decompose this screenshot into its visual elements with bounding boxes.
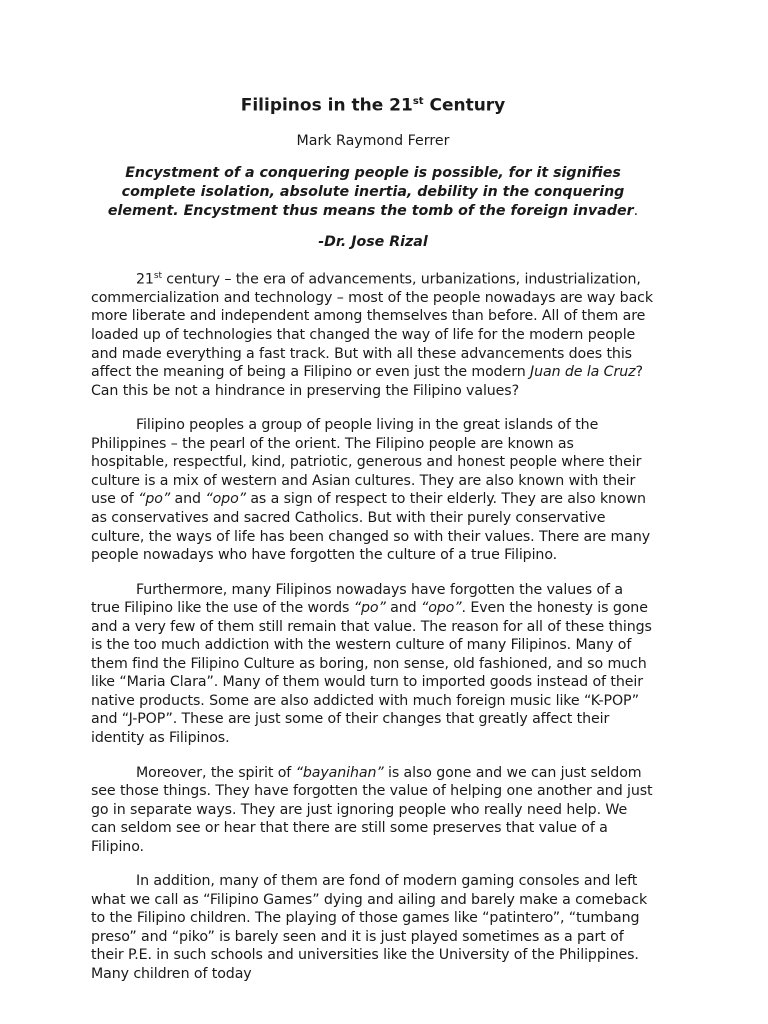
paragraph-3: [91, 581, 655, 748]
p4-a: Moreover, the spirit of: [136, 764, 296, 781]
p2-italic-1: “po”: [138, 491, 171, 508]
p2-italic-2: “opo”: [205, 491, 246, 508]
p2-a: Filipino peoples a group of people living in the great islands of the Philippines – the pearl of the orient. The Filipino people are known as hospitable, respectful, kind, patriotic, generous and honest people where their culture is a mix of western and Asian cultures. They are also known with their use of: [91, 417, 642, 508]
title-suffix: Century: [423, 95, 506, 116]
p1-b: century – the era of advancements, urbanizations, industrialization, commercialization and technology – most of the people nowadays are way back more liberate and independent among themselves than before. All of them are loaded up of technologies that changed the way of life for the modern people and made everything a fast track. But with all these advancements does this affect the meaning of being a Filipino or even just the modern: [91, 271, 653, 381]
p1-c: ? Can this be not a hindrance in preserving the Filipino values?: [91, 364, 643, 399]
paragraph-5: In addition, many of them are fond of modern gaming consoles and left what we call as “Filipino Games” dying and ailing and barely make a comeback to the Filipino children. The playing of those games like “patintero”, “tumbang preso” and “piko” is barely seen and it is just played sometimes as a part of their P.E. in such schools and universities like the University of the Philippines. Many children of today: [91, 873, 648, 982]
paragraph-2: [91, 416, 655, 564]
author-name: Mark Raymond Ferrer: [296, 132, 450, 149]
p1-italic: Juan de la Cruz: [530, 364, 636, 381]
p4-italic: “bayanihan”: [295, 764, 384, 781]
paragraph-4: [91, 764, 655, 857]
p3-italic-1: “po”: [353, 600, 386, 617]
title-prefix: Filipinos in the 21: [240, 95, 413, 116]
p3-c: . Even the honesty is gone and a very few of them still remain that value. The reason for all of these things is the too much addiction with the western culture of many Filipinos. Many of them find the Filipino Culture as boring, non sense, old fashioned, and so much like “Maria Clara”. Many of them would turn to imported goods instead of their native products. Some are also addicted with much foreign music like “K-POP” and “J-POP”. These are just some of their changes that greatly affect their identity as Filipinos.: [91, 600, 652, 746]
page-title: [91, 90, 655, 118]
quote-attribution: -Dr. Jose Rizal: [318, 233, 428, 250]
epigraph-quote: [91, 164, 655, 221]
quote-end: .: [633, 202, 639, 219]
paragraph-1: [91, 267, 655, 401]
quote-text: Encystment of a conquering people is possible, for it signifies complete isolation, absolute inertia, debility in the conquering element. Encystment thus means the tomb of the foreign invader: [107, 164, 634, 219]
title-superscript: st: [412, 96, 424, 107]
p4-b: is also gone and we can just seldom see those things. They have forgotten the value of helping one another and just go in separate ways. They are just ignoring people who really need help. We can seldom see or hear that there are still some preserves that value of a Filipino.: [91, 764, 653, 855]
p2-b: and: [170, 491, 206, 508]
p3-italic-2: “opo”: [420, 600, 462, 617]
p1-sup: st: [153, 270, 162, 281]
p1-a: 21: [136, 271, 154, 288]
p3-b: and: [385, 600, 421, 617]
p2-c: as a sign of respect to their elderly. They are also known as conservatives and sacred Catholics. But with their purely conservative culture, the ways of life has been changed so with their values. There are many people nowadays who have forgotten the culture of a true Filipino.: [91, 491, 651, 564]
p3-a: Furthermore, many Filipinos nowadays have forgotten the values of a true Filipino like the use of the words: [91, 581, 623, 617]
